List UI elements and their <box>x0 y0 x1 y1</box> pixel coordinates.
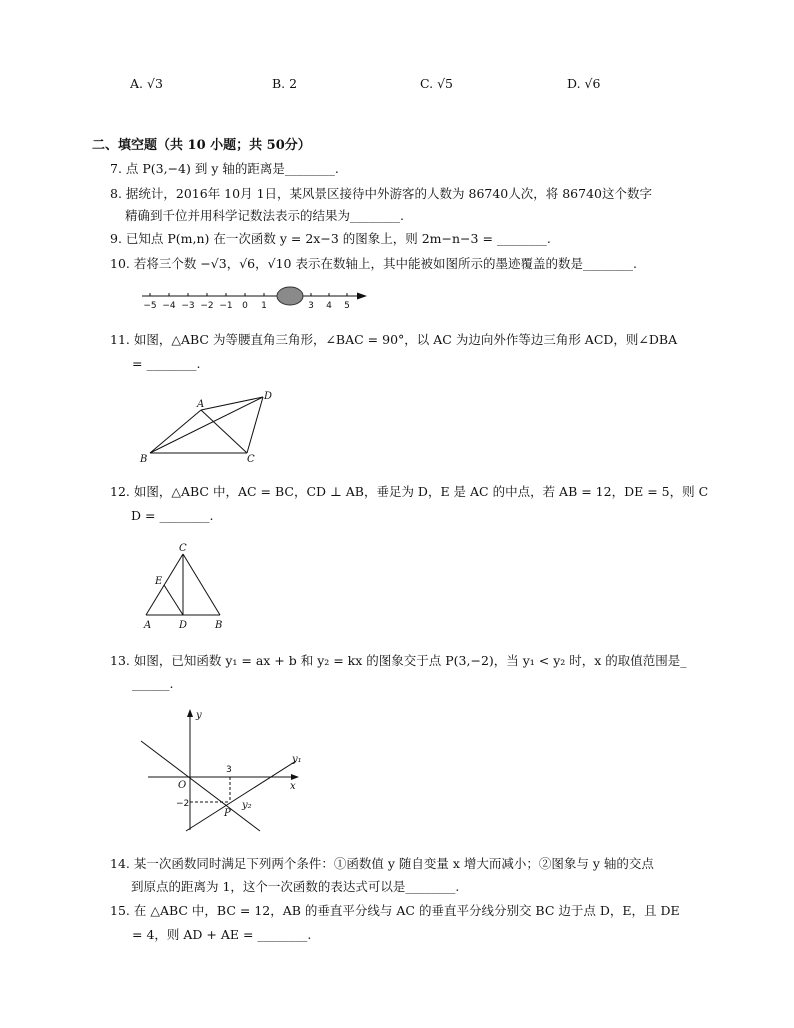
question-13-line2: ______. <box>132 676 174 691</box>
tick-label: 5 <box>344 301 350 311</box>
tick-label: −2 <box>200 301 214 311</box>
section-title: 二、填空题（共 10 小题；共 50分） <box>92 138 311 153</box>
tick-label: 0 <box>242 301 248 311</box>
question-9: 9. 已知点 P(m,n) 在一次函数 y = 2x−3 的图象上，则 2m−n−3 = ________. <box>110 231 551 246</box>
option-d: D. √6 <box>567 76 601 91</box>
question-11-line2: = ________. <box>132 356 201 371</box>
question-8-line1: 8. 据统计，2016年 10月 1日，某风景区接待中外游客的人数为 86740人次，将 86740这个数字 <box>110 186 652 201</box>
label-B: B <box>215 620 223 631</box>
question-14-line1: 14. 某一次函数同时满足下列两个条件：①函数值 y 随自变量 x 增大而减小；②图象与 y 轴的交点 <box>110 856 654 871</box>
ink-blot <box>277 287 303 305</box>
question-10: 10. 若将三个数 −√3，√6，√10 表示在数轴上，其中能被如图所示的墨迹覆盖的数是________. <box>110 256 637 271</box>
question-12-line1: 12. 如图，△ABC 中，AC = BC，CD ⊥ AB，垂足为 D，E 是 AC 的中点，若 AB = 12，DE = 5，则 C <box>110 484 709 499</box>
numberline-figure <box>140 284 370 314</box>
label-A: A <box>197 399 205 410</box>
option-a: A. √3 <box>130 76 163 91</box>
label-y: y <box>196 710 202 721</box>
tick-label: −5 <box>143 301 157 311</box>
label-minus2: −2 <box>176 799 190 809</box>
figure-11 <box>135 385 285 470</box>
label-C: C <box>179 543 187 554</box>
label-B: B <box>140 454 148 465</box>
label-O: O <box>178 780 187 791</box>
tick-label: 1 <box>261 301 267 311</box>
question-14-line2: 到原点的距离为 1，这个一次函数的表达式可以是________. <box>131 879 460 894</box>
label-A: A <box>144 620 152 631</box>
question-8-line2: 精确到千位并用科学记数法表示的结果为________. <box>125 208 404 223</box>
label-P: P <box>224 808 231 819</box>
label-D: D <box>264 391 273 402</box>
question-15-line2: = 4，则 AD + AE = ________. <box>132 927 312 942</box>
question-7: 7. 点 P(3,−4) 到 y 轴的距离是________. <box>110 161 339 176</box>
option-b: B. 2 <box>272 76 298 91</box>
question-12-line2: D = ________. <box>131 508 214 523</box>
question-13-line1: 13. 如图，已知函数 y₁ = ax + b 和 y₂ = kx 的图象交于点 P(3,−2)，当 y₁ < y₂ 时，x 的取值范围是_ <box>110 653 687 668</box>
label-C: C <box>247 454 255 465</box>
question-15-line1: 15. 在 △ABC 中，BC = 12，AB 的垂直平分线与 AC 的垂直平分线分别交 BC 边于点 D，E，且 DE <box>110 903 680 918</box>
label-x: x <box>290 781 296 792</box>
option-c: C. √5 <box>420 76 453 91</box>
label-E: E <box>155 576 163 587</box>
figure-12 <box>138 538 238 634</box>
label-D: D <box>179 620 188 631</box>
label-three: 3 <box>226 765 232 775</box>
figure-13 <box>138 706 308 838</box>
label-y1: y₁ <box>292 754 302 765</box>
tick-label: 3 <box>308 301 314 311</box>
tick-label: −4 <box>162 301 176 311</box>
label-y2: y₂ <box>242 800 252 811</box>
tick-label: −3 <box>181 301 195 311</box>
question-11-line1: 11. 如图，△ABC 为等腰直角三角形，∠BAC = 90°，以 AC 为边向外作等边三角形 ACD，则∠DBA <box>110 332 678 347</box>
tick-label: −1 <box>219 301 233 311</box>
tick-label: 4 <box>326 301 332 311</box>
